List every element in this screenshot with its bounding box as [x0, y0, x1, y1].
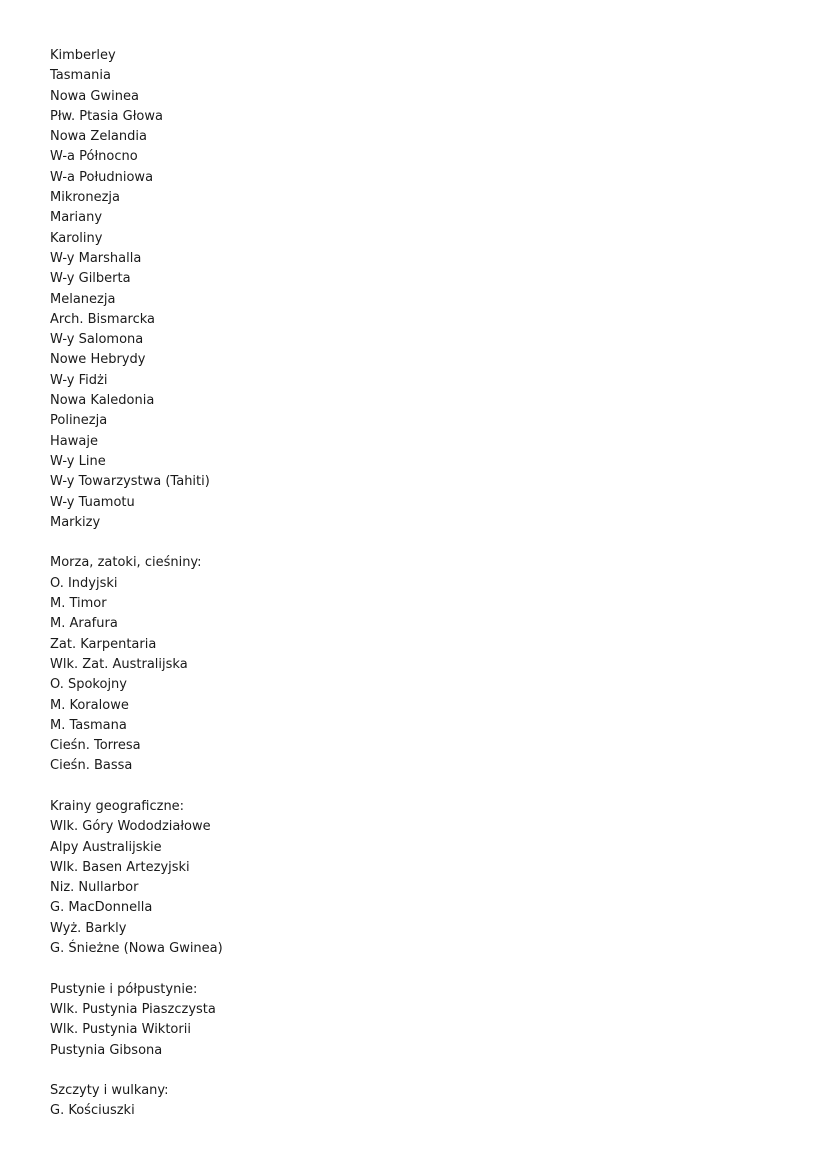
list-item: Nowa Zelandia — [50, 129, 147, 145]
list-item: Nowe Hebrydy — [50, 352, 146, 368]
list-item: M. Koralowe — [50, 697, 129, 713]
list-item: Wlk. Zat. Australijska — [50, 656, 188, 672]
list-item: Wlk. Basen Artezyjski — [50, 859, 190, 875]
list-item: Alpy Australijskie — [50, 839, 162, 855]
list-item: Wlk. Pustynia Piaszczysta — [50, 1001, 216, 1017]
list-item: Hawaje — [50, 433, 98, 449]
list-item: M. Tasmana — [50, 717, 127, 733]
list-item: Polinezja — [50, 413, 108, 429]
list-item: Karoliny — [50, 230, 103, 246]
list-item: O. Spokojny — [50, 677, 127, 693]
list-item: Wlk. Góry Wododziałowe — [50, 819, 211, 835]
list-item: W-y Towarzystwa (Tahiti) — [50, 474, 210, 490]
list-item: W-a Południowa — [50, 169, 154, 185]
section-heading: Morza, zatoki, cieśniny: — [50, 555, 202, 571]
list-item: W-y Tuamotu — [50, 494, 135, 510]
list-item: G. Śnieżne (Nowa Gwinea) — [50, 941, 223, 957]
list-item: Cieśn. Torresa — [50, 738, 141, 754]
list-item: G. Kościuszki — [50, 1103, 135, 1119]
section-1 — [50, 553, 750, 776]
document-page — [50, 46, 750, 1122]
list-item: Zat. Karpentaria — [50, 636, 157, 652]
list-item: W-y Marshalla — [50, 250, 142, 266]
list-item: Nowa Gwinea — [50, 88, 139, 104]
list-item: Płw. Ptasia Głowa — [50, 108, 163, 124]
list-item: Tasmania — [50, 68, 111, 84]
list-item: Nowa Kaledonia — [50, 393, 155, 409]
list-item: M. Timor — [50, 596, 107, 612]
list-item: Cieśn. Bassa — [50, 758, 133, 774]
list-item: Wlk. Pustynia Wiktorii — [50, 1022, 191, 1038]
list-item: M. Arafura — [50, 616, 118, 632]
list-item: Kimberley — [50, 48, 116, 63]
list-item: Mikronezja — [50, 190, 121, 206]
list-item: W-y Salomona — [50, 332, 144, 348]
list-item: W-y Line — [50, 453, 106, 469]
list-item: Pustynia Gibsona — [50, 1042, 163, 1058]
section-heading: Szczyty i wulkany: — [50, 1083, 169, 1099]
list-item: G. MacDonnella — [50, 900, 153, 916]
section-0 — [50, 46, 750, 533]
section-2 — [50, 797, 750, 959]
list-item: W-a Północno — [50, 149, 138, 165]
list-item: Wyż. Barkly — [50, 920, 127, 936]
list-item: Arch. Bismarcka — [50, 311, 156, 327]
section-4 — [50, 1081, 750, 1122]
list-item: Mariany — [50, 210, 103, 226]
list-item: O. Indyjski — [50, 575, 118, 591]
section-heading: Pustynie i półpustynie: — [50, 981, 198, 997]
list-item: W-y Fidżi — [50, 372, 108, 388]
list-item: Melanezja — [50, 291, 116, 307]
list-item: Niz. Nullarbor — [50, 880, 139, 896]
list-item: W-y Gilberta — [50, 271, 131, 287]
section-heading: Krainy geograficzne: — [50, 798, 185, 814]
section-3 — [50, 980, 750, 1061]
list-item: Markizy — [50, 514, 101, 530]
